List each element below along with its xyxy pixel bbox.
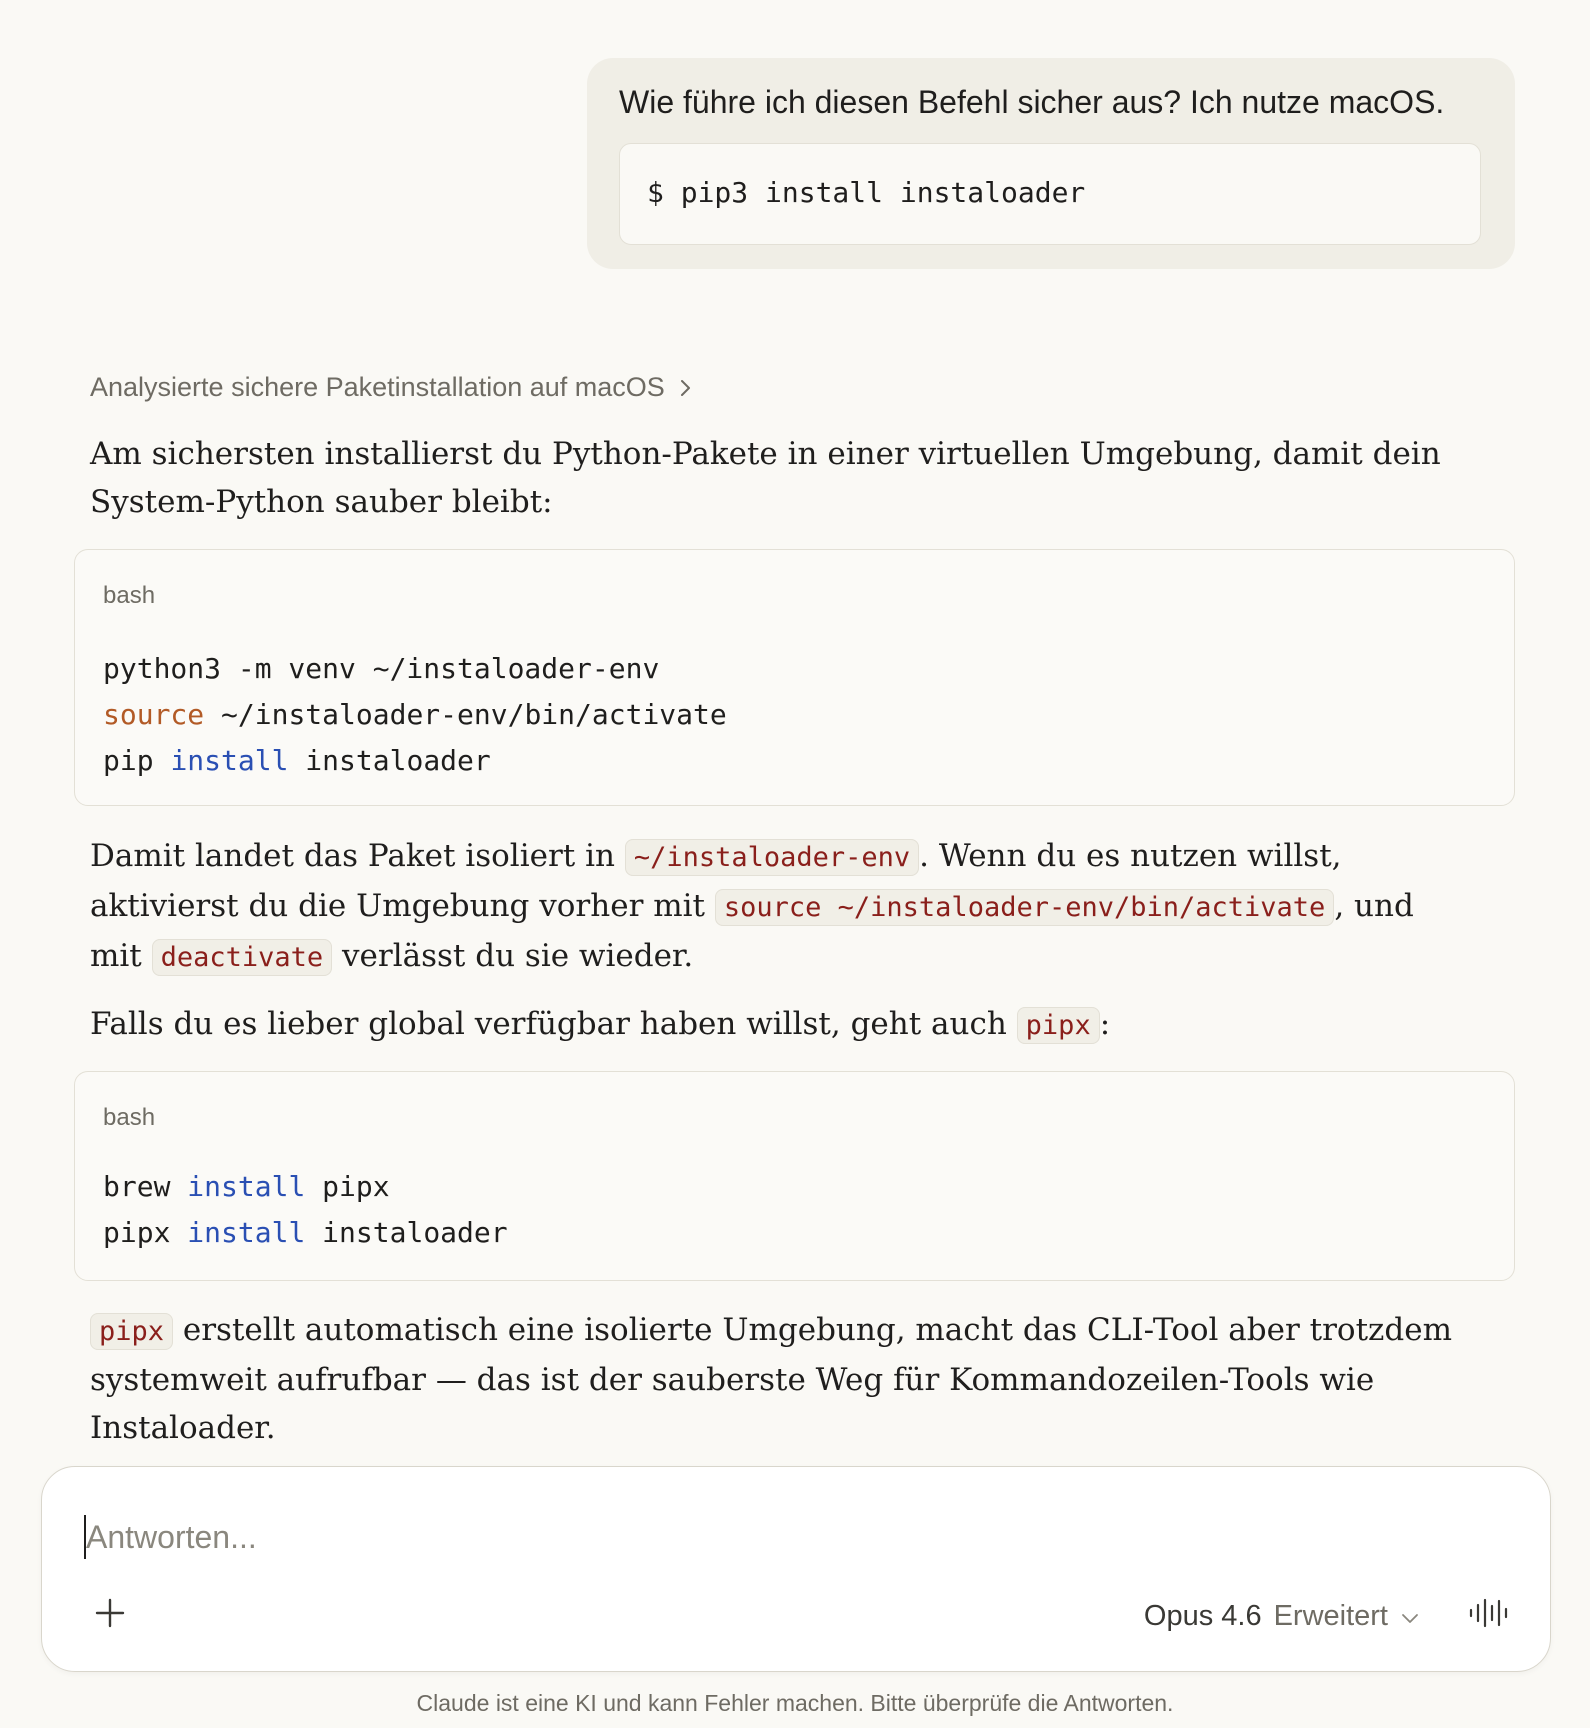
assistant-paragraph [90,832,1470,982]
paragraph-text: : [1099,1006,1111,1042]
paragraph-text: verlässt du sie wieder. [332,938,694,974]
disclaimer-text: Claude ist eine KI und kann Fehler machen. Bitte überprüfe die Antworten. [416,1690,1174,1716]
code-language-label: bash [103,1104,156,1131]
code-content [103,1164,508,1256]
code-line [103,698,727,731]
user-message [587,58,1515,269]
thinking-summary-toggle[interactable] [90,372,693,403]
reply-composer [41,1466,1551,1672]
user-message-code: $ pip3 install instaloader [647,176,1086,209]
plus-icon [94,1597,126,1634]
inline-code: pipx [90,1313,173,1350]
add-attachment-button[interactable] [90,1595,130,1635]
code-text: pip [103,744,171,777]
code-text: pipx [103,1216,188,1249]
paragraph-text: erstellt automatisch eine isolierte Umgebung, macht das CLI-Tool aber trotzdem systemweit aufrufbar — das ist der sauberste Weg für Kommandozeilen-Tools wie Instaloader. [90,1312,1452,1446]
voice-mode-button[interactable] [1468,1595,1512,1635]
code-block [74,1071,1515,1281]
user-message-code-block [619,143,1481,245]
code-content [103,646,727,784]
paragraph-text: Falls du es lieber global verfügbar haben willst, geht auch [90,1006,1017,1042]
inline-code: ~/instaloader-env [625,839,919,876]
assistant-paragraph [90,1000,1470,1050]
code-block [74,549,1515,806]
code-text: pipx [305,1170,390,1203]
paragraph-text: , und mit [90,888,1414,974]
inline-code: pipx [1017,1007,1100,1044]
code-line [103,1216,508,1249]
model-mode: Erweitert [1273,1600,1388,1632]
assistant-paragraph: Am sichersten installierst du Python-Pakete in einer virtuellen Umgebung, damit dein System-Python sauber bleibt: [90,436,1441,520]
chevron-down-icon [1400,1600,1420,1633]
code-text: ~/instaloader-env/bin/activate [204,698,727,731]
model-selector[interactable] [1144,1600,1420,1633]
code-line [103,744,491,777]
voice-waveform-icon [1468,1597,1512,1634]
code-text: instaloader [305,1216,508,1249]
code-keyword: install [170,744,289,777]
code-text: instaloader [288,744,491,777]
paragraph-text: . Wenn du es nutzen willst, aktivierst du die Umgebung vorher mit [90,838,1342,924]
paragraph-text: Damit landet das Paket isoliert in [90,838,625,874]
thinking-summary-label: Analysierte sichere Paketinstallation auf macOS [90,372,665,402]
model-name: Opus 4.6 [1143,1600,1262,1632]
inline-code: source ~/instaloader-env/bin/activate [715,889,1334,926]
reply-input[interactable] [84,1515,1484,1559]
code-keyword: install [187,1216,306,1249]
code-line [103,1170,390,1203]
code-keyword: install [187,1170,306,1203]
inline-code: deactivate [152,939,333,976]
chevron-right-icon [679,377,693,399]
code-text: brew [103,1170,188,1203]
code-language-label: bash [103,582,156,609]
user-message-text: Wie führe ich diesen Befehl sicher aus? Ich nutze macOS. [619,84,1445,120]
assistant-paragraph [90,1306,1470,1452]
code-keyword: source [103,698,205,731]
code-line: python3 -m venv ~/instaloader-env [103,652,660,685]
